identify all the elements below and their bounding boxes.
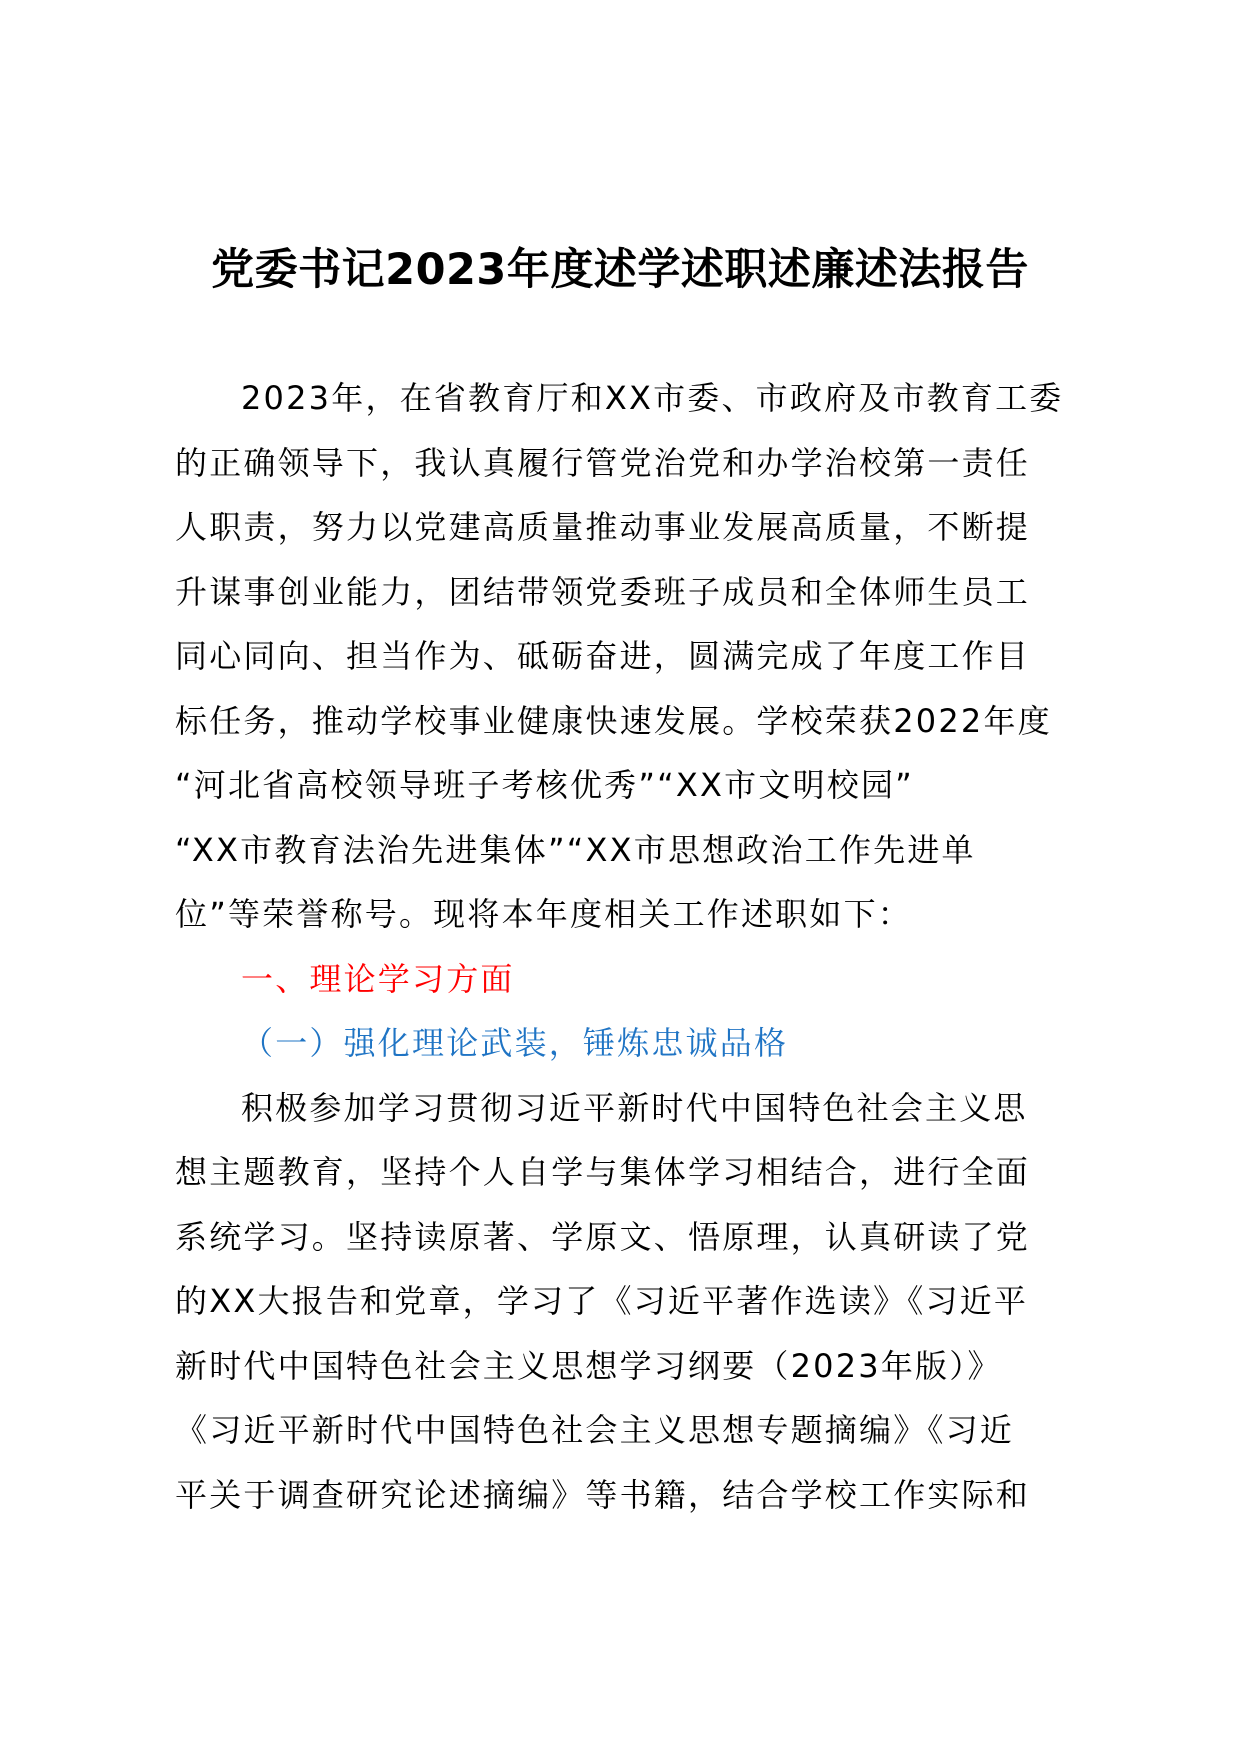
text-line: 标任务，推动学校事业健康快速发展。学校荣获2022年度 bbox=[175, 701, 1052, 740]
text-line: 系统学习。坚持读原著、学原文、悟原理，认真研读了党 bbox=[175, 1217, 1031, 1256]
text-line: 积极参加学习贯彻习近平新时代中国特色社会主义思 bbox=[241, 1088, 1028, 1127]
document-body bbox=[175, 366, 1105, 1527]
text-line: “河北省高校领导班子考核优秀”“XX市文明校园” bbox=[175, 766, 914, 804]
text-line: 平关于调查研究论述摘编》等书籍，结合学校工作实际和 bbox=[175, 1475, 1031, 1514]
text-line: 升谋事创业能力，团结带领党委班子成员和全体师生员工 bbox=[175, 572, 1031, 611]
text-line: 想主题教育，坚持个人自学与集体学习相结合，进行全面 bbox=[175, 1153, 1031, 1191]
text-line: 同心同向、担当作为、砥砺奋进，圆满完成了年度工作目 bbox=[175, 637, 1031, 675]
text-line: 新时代中国特色社会主义思想学习纲要（2023年版）》 bbox=[175, 1346, 1002, 1385]
intro-paragraph bbox=[175, 366, 1105, 947]
text-line: 的XX大报告和党章，学习了《习近平著作选读》《习近平 bbox=[175, 1282, 1029, 1320]
subsection-heading: （一）强化理论武装，锤炼忠诚品格 bbox=[241, 1024, 789, 1062]
text-line: 的正确领导下，我认真履行管党治党和办学治校第一责任 bbox=[175, 443, 1031, 482]
text-line: 《习近平新时代中国特色社会主义思想专题摘编》《习近 bbox=[175, 1411, 1015, 1449]
document-title: 党委书记2023年度述学述职述廉述法报告 bbox=[211, 245, 1029, 295]
text-line: 2023年，在省教育厅和XX市委、市政府及市教育工委 bbox=[241, 379, 1064, 417]
text-line: 人职责，努力以党建高质量推动事业发展高质量，不断提 bbox=[175, 508, 1031, 546]
section-heading: 一、理论学习方面 bbox=[241, 959, 515, 998]
study-paragraph bbox=[175, 1076, 1105, 1528]
text-line: 位”等荣誉称号。现将本年度相关工作述职如下： bbox=[175, 895, 912, 933]
text-line: “XX市教育法治先进集体”“XX市思想政治工作先进单 bbox=[175, 830, 976, 869]
